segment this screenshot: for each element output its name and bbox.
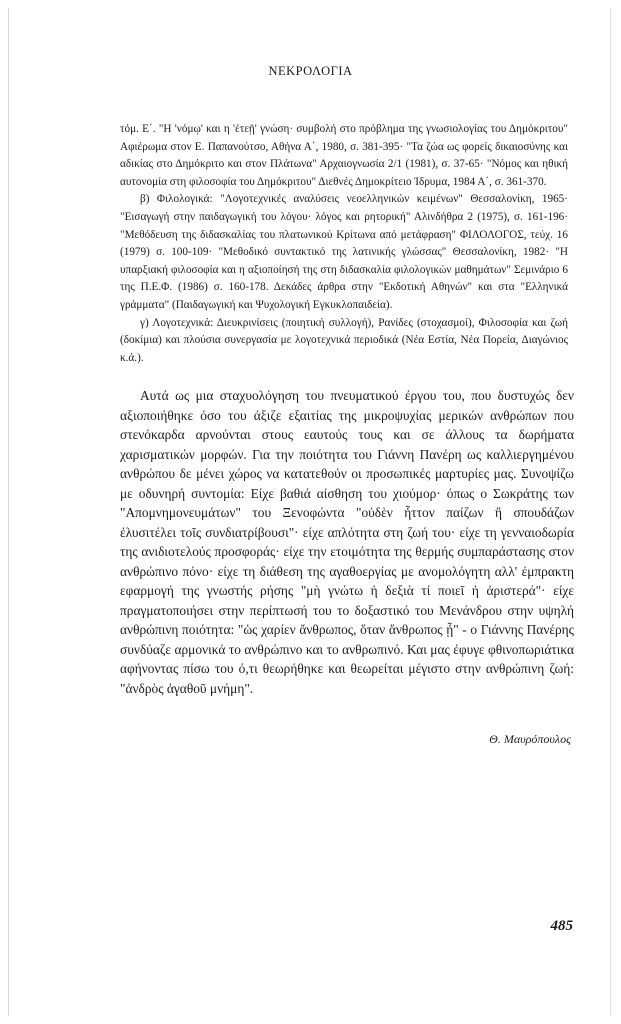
main-text — [120, 386, 574, 698]
running-header: ΝΕΚΡΟΛΟΓΙΑ — [268, 64, 353, 78]
page-number: 485 — [550, 918, 573, 934]
bibliography-notes — [120, 121, 568, 367]
bibliography-continuation: τόμ. Ε΄. "Η 'νόμῳ' και η 'ἐτεῇ' γνώση· συμβολή στο πρόβλημα της γνωσιολογίας του Δημόκριτου" Αφιέρωμα στον Ε. Παπανούτσο, Αθήνα Α΄, 1980, σ. 381-395· "Τα ζώα ως φορείς δικαιοσύνης και αδικίας στο Δημόκριτο και στον Πλάτωνα" Αρχαιογνωσία 2/1 (1981), σ. 37-65· "Νόμος και ηθική αυτονομία στη φιλοσοφία του Δημόκριτου" Διεθνές Δημοκρίτειο Ίδρυμα, 1984 Α΄, σ. 361-370. — [120, 123, 568, 188]
main-paragraph: Αυτά ως μια σταχυολόγηση του πνευματικού έργου του, που δυστυχώς δεν αξιοποιήθηκε όσο του άξιζε εξαιτίας της μικροψυχίας μερικών ανθρώπων που στενόκαρδα αρνούνται στους εαυτούς τους και σε άλλους τα δωρήματα χαρισματικών μορφών. Για την ποιότητα του Γιάννη Πανέρη ως καλλιεργημένου ανθρώπου δε μένει χώρος να κατατεθούν οι προσωπικές μαρτυρίες μας. Συνοψίζω με οδυνηρή συντομία: Είχε βαθιά αίσθηση του χιούμορ· όπως ο Σωκράτης των "Απομνημονευμάτων" του Ξενοφώντα "οὐδὲν ἧττον παίζων ἢ σπουδάζων ἐλυσιτέλει τοῖς συνδιατρίβουσι"· είχε απλότητα στη ζωή του· είχε τη γενναιοδωρία της ανιδιοτελούς προσφοράς· είχε την ετοιμότητα της θερμής συμπαράστασης στον ανθρώπινο πόνο· είχε τη διάθεση της αγαθοεργίας με ανομολόγητη αλλ' έμπρακτη εφαρμογή της γνωστής ρήσης "μὴ γνώτω ἡ δεξιὰ τί ποιεῖ ἡ ἀριστερά"· είχε πραγματοποιήσει στην περίπτωσή του το δοξαστικό του Μενάνδρου στην υψηλή ανθρώπινη ποιότητα: "ὡς χαρίεν ἄνθρωπος, ὅταν ἄνθρωπος ᾖ" - ο Γιάννης Πανέρης συνδύαζε αρμονικά το ανθρώπινο και το ανθρωπινό. Και μας έφυγε φθινοπωριάτικα αφήνοντας πίσω του ό,τι θεωρήθηκε και θεωρείται μέγιστο στην ανθρώπινη ζωή: "ἀνδρὸς ἀγαθοῦ μνήμη". — [120, 388, 574, 696]
bibliography-literary: γ) Λογοτεχνικά: Διευκρινίσεις (ποιητική συλλογή), Ρανίδες (στοχασμοί), Φιλοσοφία και ζωή (δοκίμια) και πλούσια συνεργασία με λογοτεχνικά περιοδικά (Νέα Εστία, Νέα Πορεία, Διαγώνιος κ.ά.). — [120, 316, 568, 364]
author-signature: Θ. Μαυρόπουλος — [489, 732, 571, 746]
bibliography-philological: β) Φιλολογικά: "Λογοτεχνικές αναλύσεις νεοελληνικών κειμένων" Θεσσαλονίκη, 1965· "Εισαγωγή στην παιδαγωγική του λόγου· λόγος και ρητορική" Αλινδήθρα 2 (1975), σ. 161-196· "Μεθόδευση της διδασκαλίας του πλατωνικού Κρίτωνα από μετάφραση" ΦΙΛΟΛΟΓΟΣ, τεύχ. 16 (1979) σ. 100-109· "Μεθοδικό συντακτικό της λατινικής γλώσσας" Θεσσαλονίκη, 1982· "Η υπαρξιακή φιλοσοφία και η αξιοποίησή της στη διδασκαλία φιλολογικών μαθημάτων" Σεμινάριο 6 της Π.Ε.Φ. (1986) σ. 160-178. Δεκάδες άρθρα στην "Εκδοτική Αθηνών" και στα "Ελληνικά γράμματα" (Παιδαγωγική και Ψυχολογική Εγκυκλοπαιδεία). — [120, 193, 568, 311]
